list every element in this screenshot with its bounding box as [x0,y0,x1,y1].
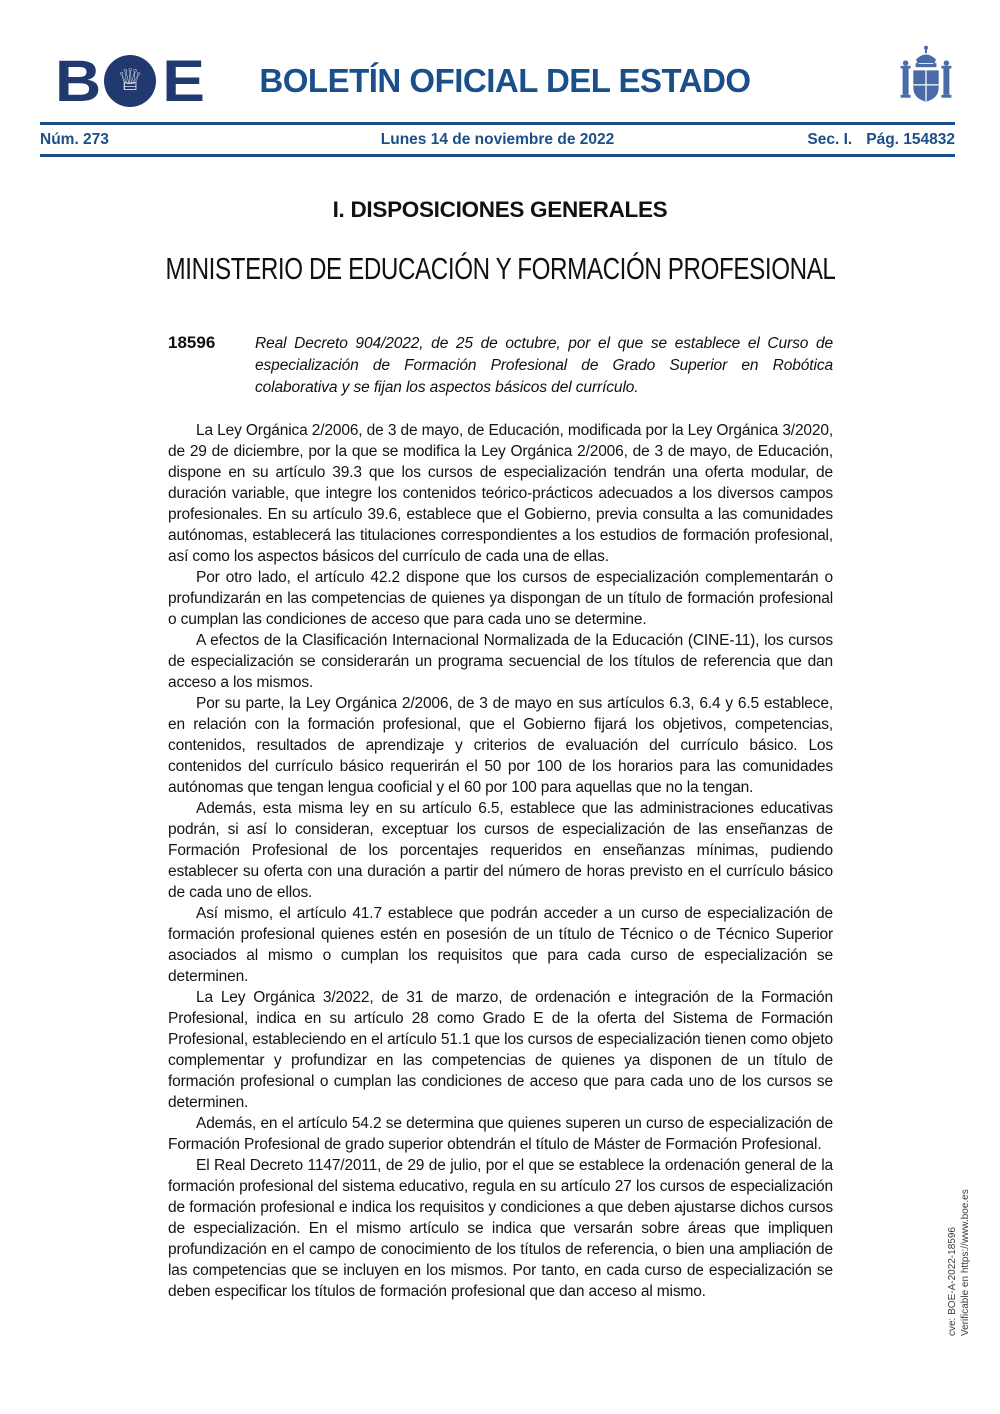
body-paragraph: Por su parte, la Ley Orgánica 2/2006, de 3 de mayo en sus artículos 6.3, 6.4 y 6.5 establece, en relación con la formación profesional, que el Gobierno fijará los objetivos, competencias, contenidos, resultados de aprendizaje y criterios de evaluación del currículo básico. Los contenidos del currículo básico requerirán el 50 por 100 de los horarios para las comunidades autónomas que tengan lengua cooficial y el 60 por 100 para aquellas que no la tengan. [168,695,833,796]
boe-logo-letter-e: E [162,47,202,115]
boe-logo-letter-b: B [55,47,99,115]
header-divider-bottom [40,154,955,157]
ministry-heading [0,251,1000,287]
ministry-heading-text: MINISTERIO DE EDUCACIÓN Y FORMACIÓN PROFESIONAL [164,251,835,286]
cve-code: cve: BOE-A-2022-18596 [947,1227,958,1336]
article-item [168,333,833,399]
body-paragraph: Así mismo, el artículo 41.7 establece que podrán acceder a un curso de especialización de formación profesional quienes estén en posesión de un título de Técnico o de Técnico Superior asociados al mismo o cumplan los requisitos que para cada curso de especialización se determinen. [168,905,833,985]
header-top-row [55,46,955,116]
section-heading: I. DISPOSICIONES GENERALES [332,197,668,222]
body-paragraph: El Real Decreto 1147/2011, de 29 de julio, por el que se establece la ordenación general de la formación profesional del sistema educativo, regula en su artículo 27 los cursos de especialización de formación profesional e indica los requisitos y condiciones a que deben ajustarse dichos cursos de especialización. En el mismo artículo se indica que versarán sobre áreas que impliquen profundización en el campo de conocimiento de los títulos de referencia, o bien una ampliación de las competencias que se incluyen en los mismos. Por tanto, en cada curso de especialización se deben especificar los títulos de formación profesional que dan acceso al mismo. [168,1157,833,1300]
body-paragraph: La Ley Orgánica 3/2022, de 31 de marzo, de ordenación e integración de la Formación Profesional, indica en su artículo 28 como Grado E de la oferta del Sistema de Formación Profesional, estableciendo en el artículo 51.1 que los cursos de especialización tienen como objeto complementar y profundizar en las competencias de quienes ya disponen de un título de formación profesional o cumplan las condiciones de acceso que para cada uno de los cursos se determinen. [168,989,833,1111]
boe-crown-emblem-icon: ♕ [116,64,144,97]
header-info-row [40,125,955,154]
page-number: Pág. 154832 [866,131,955,148]
verification-url: Verificable en https://www.boe.es [960,1189,971,1336]
verification-sidebar [946,1096,974,1336]
body-paragraph: A efectos de la Clasificación Internacional Normalizada de la Educación (CINE-11), los cursos de especialización se considerarán un programa secuencial de los títulos de referencia que dan acceso a los mismos. [168,632,833,691]
masthead-title: BOLETÍN OFICIAL DEL ESTADO [259,62,751,99]
section-label: Sec. I. [807,131,853,148]
article-summary: Real Decreto 904/2022, de 25 de octubre, por el que se establece el Curso de especialización de Formación Profesional de Grado Superior en Robótica colaborativa y se fijan los aspectos básicos del currículo. [255,335,833,396]
body-paragraph: Por otro lado, el artículo 42.2 dispone que los cursos de especialización complementarán o profundizarán en las competencias de quienes ya dispongan de un título de formación profesional o cumplan las condiciones de acceso que para cada uno se determine. [168,569,833,628]
article-number: 18596 [168,333,216,352]
body-paragraph: La Ley Orgánica 2/2006, de 3 de mayo, de Educación, modificada por la Ley Orgánica 3/2020, de 29 de diciembre, por la que se modifica la Ley Orgánica 2/2006, de 3 de mayo, de Educación, dispone en su artículo 39.3 que los cursos de especialización tendrán una oferta modular, de duración variable, que integre los contenidos teórico-prácticos adecuados a los diversos campos profesionales. En su artículo 39.6, establece que el Gobierno, previa consulta a las comunidades autónomas, establecerá las titulaciones correspondientes a los estudios de formación profesional, así como los aspectos básicos del currículo de cada una de ellas. [168,422,833,565]
body-paragraph: Además, en el artículo 54.2 se determina que quienes superen un curso de especialización de Formación Profesional de grado superior obtendrán el título de Máster de Formación Profesional. [168,1115,833,1153]
document-header [0,0,1000,116]
document-body [168,333,833,1302]
body-paragraph: Además, esta misma ley en su artículo 6.5, establece que las administraciones educativas podrán, si así lo consideran, exceptuar los cursos de especialización de las enseñanzas de Formación Profesional de los porcentajes requeridos en enseñanzas mínimas, pudiendo establecer su oferta con una duración a partir del número de horas previsto en el currículo básico de cada uno de ellos. [168,800,833,901]
article-text [168,420,833,1302]
issue-date: Lunes 14 de noviembre de 2022 [380,131,615,148]
issue-number: Núm. 273 [40,131,109,148]
